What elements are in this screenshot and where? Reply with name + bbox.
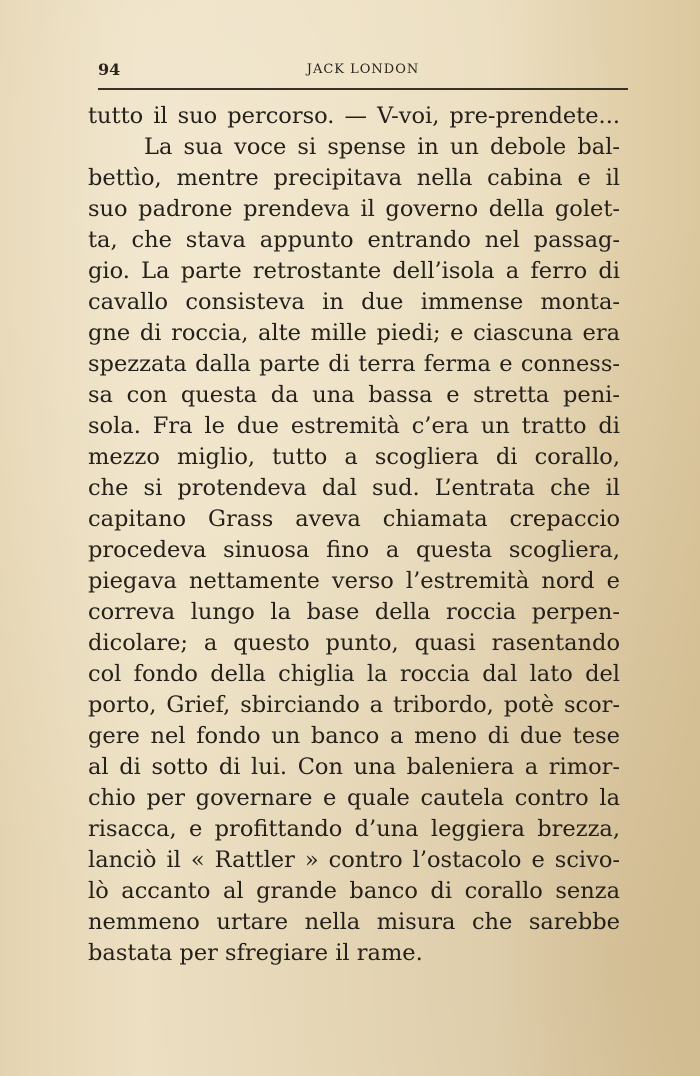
text-line: gio. La parte retrostante dell’isola a ferro di	[88, 258, 620, 284]
text-line: La sua voce si spense in un debole bal-	[144, 134, 620, 160]
text-line: al di sotto di lui. Con una baleniera a rimor-	[88, 754, 620, 780]
text-line: capitano Grass aveva chiamata crepaccio	[88, 506, 620, 532]
text-line: lanciò il « Rattler » contro l’ostacolo e scivo-	[88, 847, 620, 873]
running-head: JACK LONDON	[306, 62, 420, 77]
text-line: porto, Grief, sbirciando a tribordo, potè scor-	[88, 692, 620, 718]
text-line: tutto il suo percorso. — V-voi, pre-prendete...	[88, 103, 620, 129]
page-number: 94	[98, 60, 121, 79]
text-line: chio per governare e quale cautela contro la	[88, 785, 620, 811]
header-rule	[98, 88, 628, 90]
text-line: procedeva sinuosa fino a questa scogliera,	[88, 537, 620, 563]
text-line: gne di roccia, alte mille piedi; e ciascuna era	[88, 320, 620, 346]
text-line: correva lungo la base della roccia perpen-	[88, 599, 620, 625]
text-line: suo padrone prendeva il governo della golet-	[88, 196, 620, 222]
text-line: sa con questa da una bassa e stretta peni-	[88, 382, 620, 408]
text-line: mezzo miglio, tutto a scogliera di corallo,	[88, 444, 620, 470]
text-line: ta, che stava appunto entrando nel passag-	[88, 227, 620, 253]
text-line: gere nel fondo un banco a meno di due tese	[88, 723, 620, 749]
text-line: bastata per sfregiare il rame.	[88, 940, 423, 966]
body-text	[88, 101, 620, 969]
page-header	[98, 60, 628, 82]
text-line: bettìo, mentre precipitava nella cabina e il	[88, 165, 620, 191]
text-line: spezzata dalla parte di terra ferma e conness-	[88, 351, 620, 377]
text-line: piegava nettamente verso l’estremità nord e	[88, 568, 620, 594]
text-line: che si protendeva dal sud. L’entrata che il	[88, 475, 620, 501]
text-line: col fondo della chiglia la roccia dal lato del	[88, 661, 620, 687]
text-line: risacca, e profittando d’una leggiera brezza,	[88, 816, 620, 842]
text-line: cavallo consisteva in due immense monta-	[88, 289, 620, 315]
text-line: sola. Fra le due estremità c’era un tratto di	[88, 413, 620, 439]
text-line: lò accanto al grande banco di corallo senza	[88, 878, 620, 904]
text-line: nemmeno urtare nella misura che sarebbe	[88, 909, 620, 935]
text-line: dicolare; a questo punto, quasi rasentando	[88, 630, 620, 656]
